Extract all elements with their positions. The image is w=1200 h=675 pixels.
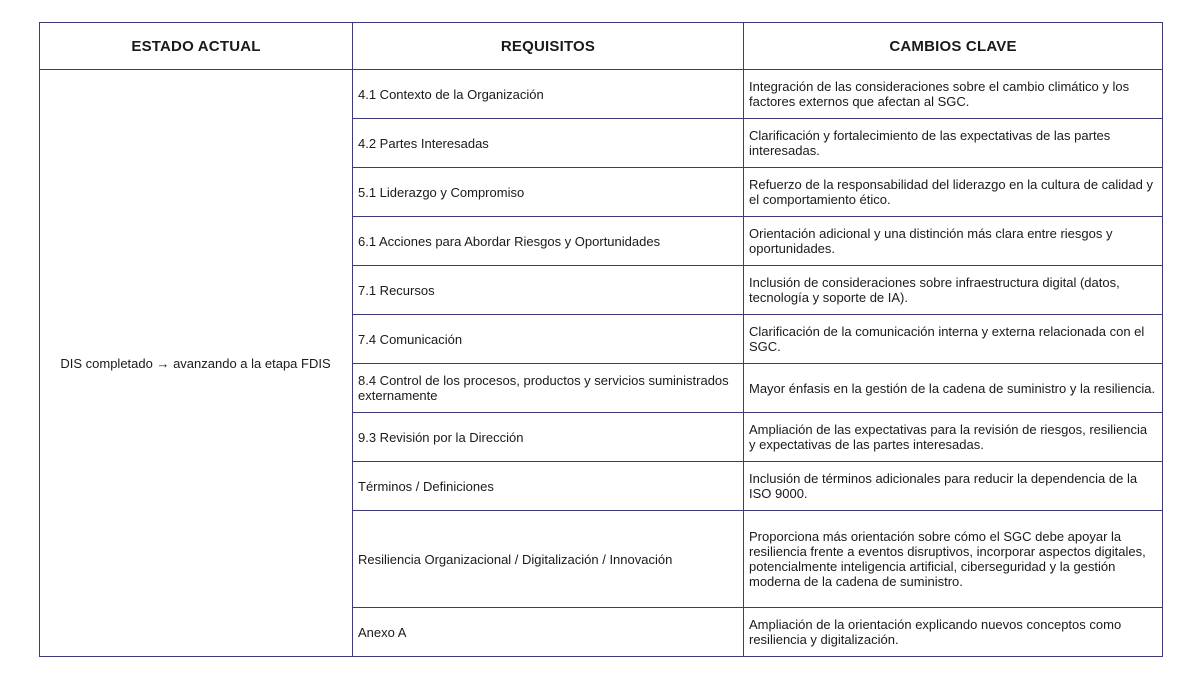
requisito-cell: 7.1 Recursos xyxy=(353,266,744,315)
cambio-cell: Ampliación de la orientación explicando nuevos conceptos como resiliencia y digitalización. xyxy=(744,608,1163,657)
cambio-cell: Clarificación de la comunicación interna y externa relacionada con el SGC. xyxy=(744,315,1163,364)
requisito-cell: 4.2 Partes Interesadas xyxy=(353,119,744,168)
cambio-cell: Proporciona más orientación sobre cómo el SGC debe apoyar la resiliencia frente a eventos disruptivos, incorporar aspectos digitales, potencialmente inteligencia artificial, ciberseguridad y la gestión moderna de la cadena de suministro. xyxy=(744,511,1163,608)
requisito-cell: 4.1 Contexto de la Organización xyxy=(353,70,744,119)
requisito-cell: 5.1 Liderazgo y Compromiso xyxy=(353,168,744,217)
estado-actual-cell: DIS completado → avanzando a la etapa FDIS xyxy=(40,70,353,657)
table-row xyxy=(40,70,1163,119)
header-requisitos: REQUISITOS xyxy=(353,23,744,70)
requisito-cell: Anexo A xyxy=(353,608,744,657)
cambio-cell: Integración de las consideraciones sobre el cambio climático y los factores externos que afectan al SGC. xyxy=(744,70,1163,119)
cambio-cell: Clarificación y fortalecimiento de las expectativas de las partes interesadas. xyxy=(744,119,1163,168)
cambio-cell: Orientación adicional y una distinción más clara entre riesgos y oportunidades. xyxy=(744,217,1163,266)
requisito-cell: Resiliencia Organizacional / Digitalización / Innovación xyxy=(353,511,744,608)
header-estado-actual: ESTADO ACTUAL xyxy=(40,23,353,70)
iso-changes-table xyxy=(39,22,1163,657)
requisito-cell: 8.4 Control de los procesos, productos y servicios suministrados externamente xyxy=(353,364,744,413)
cambio-cell: Mayor énfasis en la gestión de la cadena de suministro y la resiliencia. xyxy=(744,364,1163,413)
cambio-cell: Inclusión de términos adicionales para reducir la dependencia de la ISO 9000. xyxy=(744,462,1163,511)
cambio-cell: Inclusión de consideraciones sobre infraestructura digital (datos, tecnología y soporte de IA). xyxy=(744,266,1163,315)
requisito-cell: 7.4 Comunicación xyxy=(353,315,744,364)
requisito-cell: Términos / Definiciones xyxy=(353,462,744,511)
cambio-cell: Ampliación de las expectativas para la revisión de riesgos, resiliencia y expectativas de las partes interesadas. xyxy=(744,413,1163,462)
header-cambios-clave: CAMBIOS CLAVE xyxy=(744,23,1163,70)
requisito-cell: 9.3 Revisión por la Dirección xyxy=(353,413,744,462)
header-row xyxy=(40,23,1163,70)
requisito-cell: 6.1 Acciones para Abordar Riesgos y Oportunidades xyxy=(353,217,744,266)
cambio-cell: Refuerzo de la responsabilidad del liderazgo en la cultura de calidad y el comportamiento ético. xyxy=(744,168,1163,217)
